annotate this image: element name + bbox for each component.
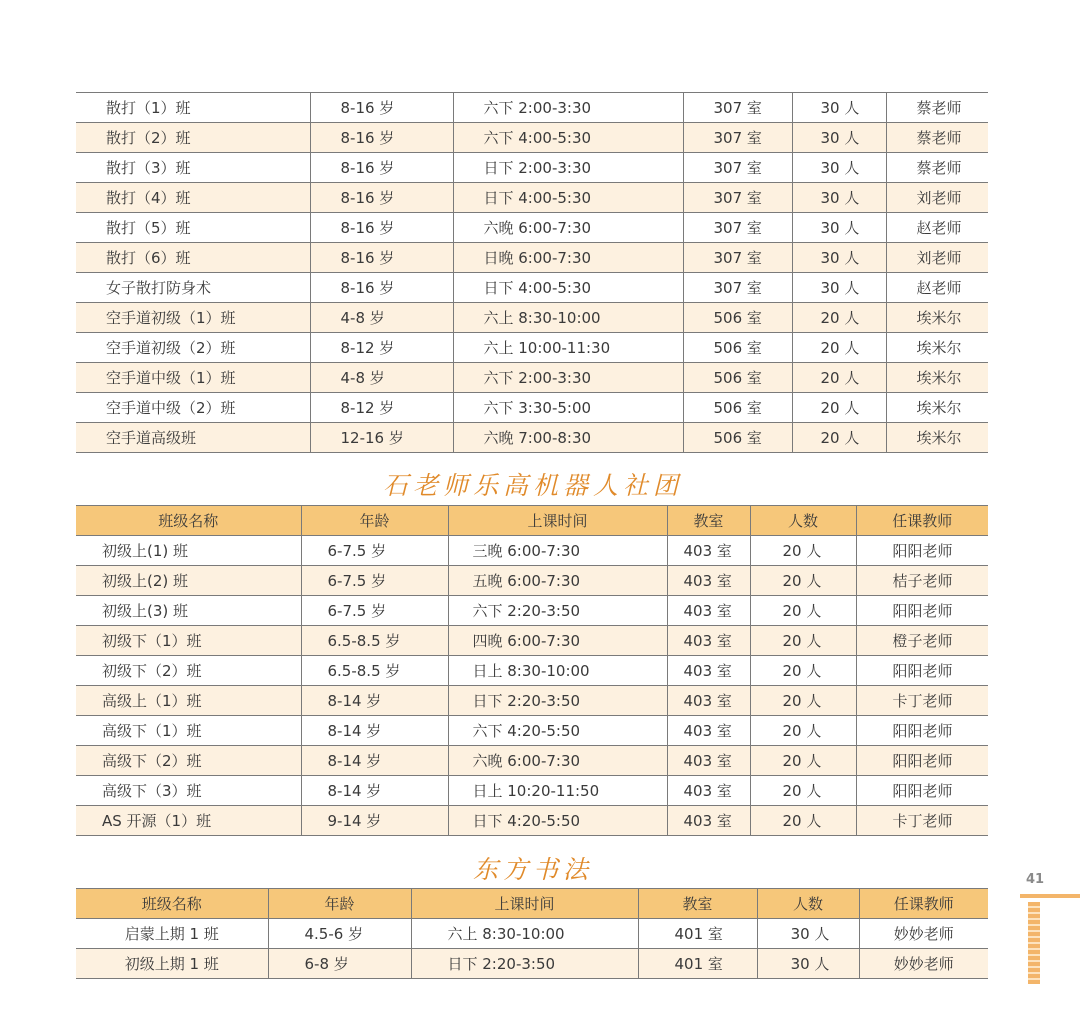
table-cell: 6-7.5 岁 [301,566,448,596]
table-row [76,776,988,806]
column-header: 班级名称 [76,506,301,536]
table-row [76,626,988,656]
table-cell: 六上 8:30-10:00 [453,303,683,333]
table-cell: 六下 4:00-5:30 [453,123,683,153]
table-row [76,656,988,686]
table-cell: 307 室 [683,183,792,213]
table-cell: 日上 10:20-11:50 [448,776,667,806]
table-cell: 初级上(2) 班 [76,566,301,596]
table-cell: 8-12 岁 [310,333,453,363]
table-cell: 20 人 [792,333,886,363]
column-header: 上课时间 [411,889,638,919]
table-cell: 6.5-8.5 岁 [301,626,448,656]
table-cell: 桔子老师 [856,566,988,596]
table-cell: 307 室 [683,243,792,273]
table-cell: 卡丁老师 [856,806,988,836]
table-cell: 307 室 [683,273,792,303]
table-cell: 12-16 岁 [310,423,453,453]
table-cell: 刘老师 [886,243,988,273]
table-cell: 403 室 [667,566,750,596]
table-cell: 403 室 [667,686,750,716]
table-row [76,123,988,153]
table-cell: 六晚 7:00-8:30 [453,423,683,453]
robotics-club-table [76,505,988,836]
table-cell: 6-8 岁 [268,949,411,979]
table-cell: 20 人 [792,363,886,393]
table-cell: 401 室 [638,949,757,979]
table-row [76,596,988,626]
table-cell: 六晚 6:00-7:30 [453,213,683,243]
martial-arts-schedule-body [76,93,988,453]
table-cell: 506 室 [683,363,792,393]
table-cell: 30 人 [792,153,886,183]
table-cell: 9-14 岁 [301,806,448,836]
column-header: 人数 [750,506,856,536]
table-cell: 日晚 6:00-7:30 [453,243,683,273]
table-cell: 妙妙老师 [859,949,988,979]
table-cell: 8-16 岁 [310,153,453,183]
table-cell: 20 人 [750,626,856,656]
table-cell: 8-16 岁 [310,183,453,213]
table-cell: 初级上(3) 班 [76,596,301,626]
table-cell: 307 室 [683,93,792,123]
table-cell: 高级下（2）班 [76,746,301,776]
page-number: 41 [1026,872,1045,887]
table-cell: 307 室 [683,213,792,243]
column-header: 教室 [638,889,757,919]
table-row [76,686,988,716]
table-cell: 高级下（1）班 [76,716,301,746]
table-cell: 6-7.5 岁 [301,536,448,566]
table-cell: 8-14 岁 [301,716,448,746]
column-header: 任课教师 [859,889,988,919]
column-header: 教室 [667,506,750,536]
table-cell: 30 人 [792,273,886,303]
table-cell: 20 人 [792,423,886,453]
column-header: 任课教师 [856,506,988,536]
table-cell: 8-12 岁 [310,393,453,423]
table-cell: 8-16 岁 [310,93,453,123]
table-cell: 20 人 [750,686,856,716]
table-cell: 20 人 [750,806,856,836]
table-row [76,536,988,566]
table-cell: 8-14 岁 [301,746,448,776]
calligraphy-body [76,919,988,979]
table-cell: 20 人 [750,566,856,596]
table-cell: 六上 8:30-10:00 [411,919,638,949]
table-row [76,363,988,393]
table-cell: 30 人 [792,93,886,123]
table-cell: 6.5-8.5 岁 [301,656,448,686]
table-cell: 20 人 [750,596,856,626]
table-cell: 20 人 [750,776,856,806]
table-cell: 阳阳老师 [856,746,988,776]
table-cell: 日下 2:00-3:30 [453,153,683,183]
table-cell: 日下 4:00-5:30 [453,183,683,213]
table-cell: 403 室 [667,536,750,566]
table-cell: 30 人 [757,919,859,949]
calligraphy-header [76,889,988,919]
table-row [76,566,988,596]
table-row [76,273,988,303]
table-cell: 403 室 [667,626,750,656]
table-cell: 卡丁老师 [856,686,988,716]
table-cell: 散打（3）班 [76,153,310,183]
table-cell: 空手道初级（2）班 [76,333,310,363]
table-cell: 307 室 [683,123,792,153]
table-cell: 五晚 6:00-7:30 [448,566,667,596]
martial-arts-schedule-table [76,92,988,453]
table-cell: 8-14 岁 [301,686,448,716]
table-cell: 散打（6）班 [76,243,310,273]
table-row [76,949,988,979]
header-row [76,889,988,919]
table-cell: 日下 2:20-3:50 [448,686,667,716]
table-cell: 20 人 [792,303,886,333]
table-cell: 8-16 岁 [310,273,453,303]
table-cell: 403 室 [667,716,750,746]
table-cell: 蔡老师 [886,93,988,123]
table-cell: 蔡老师 [886,153,988,183]
table-cell: 阳阳老师 [856,776,988,806]
table-cell: 20 人 [750,656,856,686]
table-cell: 六下 4:20-5:50 [448,716,667,746]
table-cell: 20 人 [750,536,856,566]
table-cell: 六下 3:30-5:00 [453,393,683,423]
table-cell: 埃米尔 [886,303,988,333]
table-cell: 20 人 [792,393,886,423]
table-cell: 8-16 岁 [310,123,453,153]
table-row [76,243,988,273]
table-cell: 日下 4:20-5:50 [448,806,667,836]
table-cell: 30 人 [792,123,886,153]
table-cell: 女子散打防身术 [76,273,310,303]
table-cell: 埃米尔 [886,363,988,393]
table-cell: 307 室 [683,153,792,183]
table-cell: 日上 8:30-10:00 [448,656,667,686]
table-cell: 高级下（3）班 [76,776,301,806]
table-cell: 4-8 岁 [310,363,453,393]
table-cell: AS 开源（1）班 [76,806,301,836]
column-header: 年龄 [301,506,448,536]
table-cell: 日下 2:20-3:50 [411,949,638,979]
table-cell: 8-16 岁 [310,213,453,243]
table-cell: 赵老师 [886,213,988,243]
table-row [76,213,988,243]
table-row [76,183,988,213]
table-cell: 403 室 [667,806,750,836]
table-cell: 30 人 [792,183,886,213]
table-cell: 初级上(1) 班 [76,536,301,566]
table-row [76,806,988,836]
table-cell: 403 室 [667,746,750,776]
table-cell: 403 室 [667,656,750,686]
table-cell: 阳阳老师 [856,596,988,626]
table-cell: 刘老师 [886,183,988,213]
table-cell: 高级上（1）班 [76,686,301,716]
table-cell: 8-14 岁 [301,776,448,806]
table-cell: 空手道中级（2）班 [76,393,310,423]
robotics-club-header [76,506,988,536]
table-cell: 妙妙老师 [859,919,988,949]
table-cell: 散打（1）班 [76,93,310,123]
table-cell: 散打（4）班 [76,183,310,213]
table-row [76,153,988,183]
table-cell: 散打（2）班 [76,123,310,153]
table-cell: 4-8 岁 [310,303,453,333]
table-cell: 阳阳老师 [856,656,988,686]
robotics-club-body [76,536,988,836]
column-header: 班级名称 [76,889,268,919]
table-cell: 20 人 [750,746,856,776]
table-row [76,919,988,949]
column-header: 年龄 [268,889,411,919]
table-cell: 506 室 [683,303,792,333]
table-cell: 六晚 6:00-7:30 [448,746,667,776]
table-cell: 六下 2:00-3:30 [453,363,683,393]
table-cell: 六下 2:00-3:30 [453,93,683,123]
table-cell: 506 室 [683,423,792,453]
table-cell: 六上 10:00-11:30 [453,333,683,363]
calligraphy-title: 东方书法 [472,855,593,884]
table-cell: 启蒙上期 1 班 [76,919,268,949]
table-cell: 6-7.5 岁 [301,596,448,626]
table-cell: 埃米尔 [886,393,988,423]
table-cell: 空手道高级班 [76,423,310,453]
table-cell: 4.5-6 岁 [268,919,411,949]
table-row [76,716,988,746]
table-cell: 506 室 [683,393,792,423]
table-cell: 埃米尔 [886,423,988,453]
table-row [76,93,988,123]
table-row [76,423,988,453]
table-cell: 初级上期 1 班 [76,949,268,979]
table-cell: 403 室 [667,776,750,806]
table-cell: 日下 4:00-5:30 [453,273,683,303]
table-cell: 30 人 [792,213,886,243]
table-cell: 蔡老师 [886,123,988,153]
table-cell: 401 室 [638,919,757,949]
header-row [76,506,988,536]
table-cell: 初级下（1）班 [76,626,301,656]
column-header: 人数 [757,889,859,919]
robotics-club-title: 石老师乐高机器人社团 [382,471,683,500]
table-cell: 初级下（2）班 [76,656,301,686]
page-edge-bar [1020,894,1080,898]
table-cell: 20 人 [750,716,856,746]
table-cell: 三晚 6:00-7:30 [448,536,667,566]
table-cell: 六下 2:20-3:50 [448,596,667,626]
column-header: 上课时间 [448,506,667,536]
calligraphy-table [76,888,988,979]
table-row [76,393,988,423]
table-cell: 30 人 [792,243,886,273]
table-cell: 四晚 6:00-7:30 [448,626,667,656]
table-cell: 阳阳老师 [856,536,988,566]
table-cell: 散打（5）班 [76,213,310,243]
table-cell: 8-16 岁 [310,243,453,273]
table-cell: 阳阳老师 [856,716,988,746]
table-cell: 506 室 [683,333,792,363]
table-row [76,746,988,776]
table-cell: 空手道初级（1）班 [76,303,310,333]
table-cell: 空手道中级（1）班 [76,363,310,393]
table-cell: 赵老师 [886,273,988,303]
table-cell: 橙子老师 [856,626,988,656]
table-row [76,333,988,363]
table-cell: 403 室 [667,596,750,626]
table-cell: 埃米尔 [886,333,988,363]
page-edge-decoration [1028,902,1040,984]
table-row [76,303,988,333]
table-cell: 30 人 [757,949,859,979]
